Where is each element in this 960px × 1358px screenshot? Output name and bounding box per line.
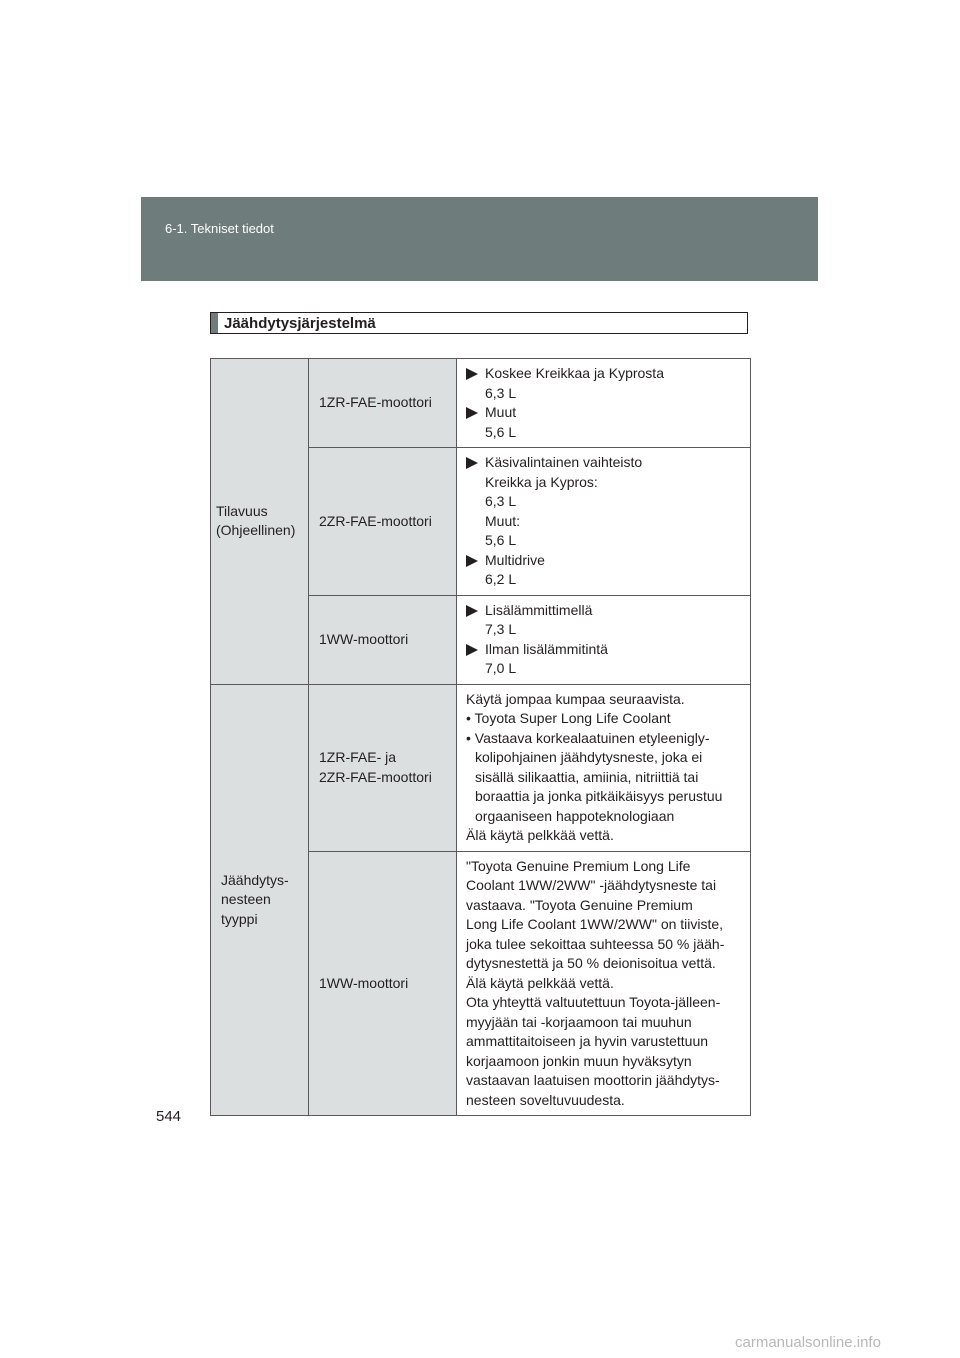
triangle-bullet-icon bbox=[466, 407, 478, 419]
engine-name: 2ZR-FAE-moottori bbox=[319, 768, 432, 785]
list-item bbox=[466, 453, 748, 473]
item-value: 5,6 L bbox=[485, 532, 517, 548]
item-value: 7,3 L bbox=[485, 621, 517, 637]
text-line: Coolant 1WW/2WW" -jäähdytysneste tai bbox=[466, 877, 717, 893]
engine-name: 1WW-moottori bbox=[319, 974, 409, 991]
engine-name: 1ZR-FAE-moottori bbox=[319, 394, 432, 411]
triangle-bullet-icon bbox=[466, 605, 478, 617]
list-item bbox=[466, 364, 748, 384]
text-line: vastaava. "Toyota Genuine Premium bbox=[466, 896, 693, 913]
section-title-marker bbox=[211, 313, 218, 333]
watermark: carmanualsonline.info bbox=[735, 1334, 881, 1351]
list-item bbox=[466, 551, 748, 571]
capacity-label-cell bbox=[211, 359, 309, 685]
text-line: dytysnestettä ja 50 % deionisoitua vettä. bbox=[466, 955, 716, 971]
coolant-label-line: nesteen bbox=[221, 891, 271, 907]
header-band bbox=[141, 197, 818, 281]
item-title: Lisälämmittimellä bbox=[485, 601, 593, 618]
text-line: Älä käytä pelkkää vettä. bbox=[466, 827, 614, 843]
engine-cell bbox=[309, 448, 457, 596]
text-line: nesteen soveltuvuudesta. bbox=[466, 1091, 625, 1108]
triangle-bullet-icon bbox=[466, 368, 478, 380]
item-title: Muut bbox=[485, 404, 517, 420]
item-title: Multidrive bbox=[485, 551, 545, 568]
capacity-value-cell bbox=[457, 595, 751, 684]
item-value: 5,6 L bbox=[485, 423, 517, 440]
engine-cell bbox=[309, 595, 457, 684]
triangle-bullet-icon bbox=[466, 555, 478, 567]
engine-cell bbox=[309, 684, 457, 851]
cooling-spec-table bbox=[210, 358, 751, 1116]
item-value: Kreikka ja Kypros: bbox=[485, 473, 598, 490]
text-line: kolipohjainen jäähdytysneste, joka ei bbox=[475, 749, 703, 765]
engine-cell bbox=[309, 851, 457, 1116]
text-line: boraattia ja jonka pitkäikäisyys perustuu bbox=[475, 788, 723, 804]
item-value: 6,3 L bbox=[485, 493, 517, 509]
text-line: Käytä jompaa kumpaa seuraavista. bbox=[466, 690, 685, 707]
coolant-label-line: Jäähdytys- bbox=[221, 871, 289, 888]
text-line: joka tulee sekoittaa suhteessa 50 % jääh- bbox=[466, 935, 725, 952]
item-value: 6,2 L bbox=[485, 571, 517, 587]
engine-name: 1WW-moottori bbox=[319, 630, 409, 647]
coolant-value-cell bbox=[457, 684, 751, 851]
list-item bbox=[466, 601, 748, 621]
text-line: Long Life Coolant 1WW/2WW" on tiiviste, bbox=[466, 916, 724, 932]
capacity-value-cell bbox=[457, 359, 751, 448]
text-line: vastaavan laatuisen moottorin jäähdytys- bbox=[466, 1072, 720, 1088]
text-line: myyjään tai -korjaamoon tai muuhun bbox=[466, 1013, 692, 1030]
triangle-bullet-icon bbox=[466, 457, 478, 469]
item-title: Käsivalintainen vaihteisto bbox=[485, 454, 643, 470]
capacity-label-line: (Ohjeellinen) bbox=[216, 522, 296, 539]
list-item bbox=[466, 403, 748, 423]
text-line: "Toyota Genuine Premium Long Life bbox=[466, 857, 691, 874]
section-title-box bbox=[210, 312, 748, 334]
text-line: Ota yhteyttä valtuutettuun Toyota-jälleen- bbox=[466, 994, 721, 1010]
capacity-label-line: Tilavuus bbox=[216, 502, 268, 519]
coolant-value-cell bbox=[457, 851, 751, 1116]
text-line: korjaamoon jonkin muun hyväksytyn bbox=[466, 1052, 692, 1069]
capacity-value-cell bbox=[457, 448, 751, 596]
text-line: orgaaniseen happoteknologiaan bbox=[475, 807, 675, 824]
engine-cell bbox=[309, 359, 457, 448]
section-title: Jäähdytysjärjestelmä bbox=[224, 314, 376, 332]
page-number: 544 bbox=[156, 1108, 182, 1125]
text-line: • Vastaava korkealaatuinen etyleenigly- bbox=[466, 729, 710, 746]
coolant-label-line: tyyppi bbox=[221, 910, 258, 927]
item-value: 7,0 L bbox=[485, 660, 517, 676]
engine-name: 2ZR-FAE-moottori bbox=[319, 512, 432, 529]
item-value: 6,3 L bbox=[485, 384, 517, 401]
table-row bbox=[211, 359, 751, 448]
coolant-label-cell bbox=[211, 684, 309, 1116]
item-title: Ilman lisälämmitintä bbox=[485, 640, 608, 657]
list-item bbox=[466, 640, 748, 660]
section-heading: 6-1. Tekniset tiedot bbox=[165, 221, 274, 236]
text-line: sisällä silikaattia, amiinia, nitriittiä tai bbox=[475, 768, 699, 785]
triangle-bullet-icon bbox=[466, 644, 478, 656]
text-line: Älä käytä pelkkää vettä. bbox=[466, 974, 614, 991]
item-title: Koskee Kreikkaa ja Kyprosta bbox=[485, 365, 664, 381]
item-value: Muut: bbox=[485, 512, 521, 529]
table-row bbox=[211, 684, 751, 851]
engine-name: 1ZR-FAE- ja bbox=[319, 749, 397, 765]
text-line: • Toyota Super Long Life Coolant bbox=[466, 710, 671, 726]
text-line: ammattitaitoiseen ja hyvin varustettuun bbox=[466, 1033, 709, 1049]
